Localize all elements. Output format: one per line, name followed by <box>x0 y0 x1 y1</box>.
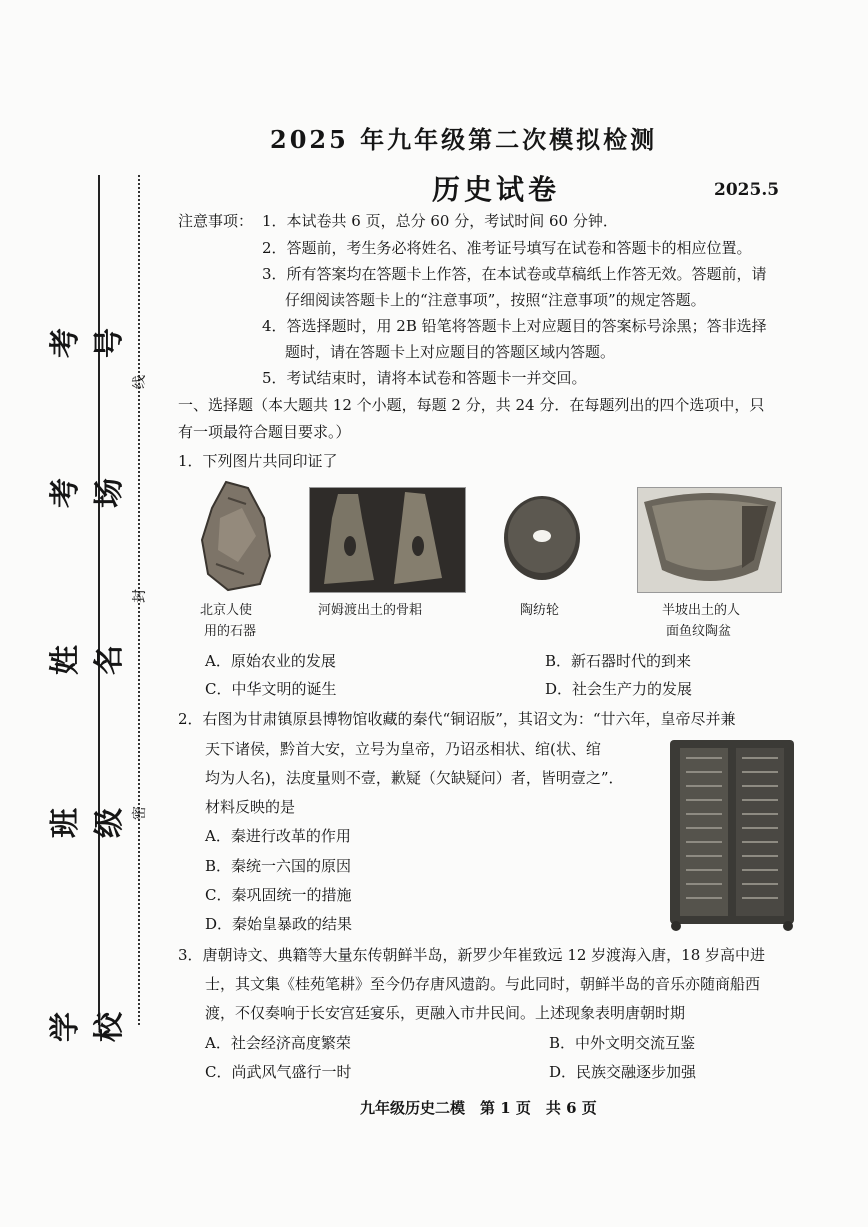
q3-line-1: 3．唐朝诗文、典籍等大量东传朝鲜半岛，新罗少年崔致远 12 岁渡海入唐，18 岁高中进 <box>178 946 766 964</box>
caption-stone-tool-2: 用的石器 <box>204 624 257 639</box>
note-item-2: 2．答题前，考生务必将姓名、准考证号填写在试卷和答题卡的相应位置。 <box>262 239 752 257</box>
q1-option-b[interactable]: B．新石器时代的到来 <box>545 652 692 670</box>
binding-solid-line <box>98 175 100 1025</box>
bronze-edict-plate-image <box>666 738 798 934</box>
spindle-whorl-image <box>502 486 582 586</box>
q1-stem: 1．下列图片共同印证了 <box>178 452 338 470</box>
note-item-3: 3．所有答案均在答题卡上作答，在本试卷或草稿纸上作答无效。答题前，请 <box>262 265 767 283</box>
section-heading: 一、选择题（本大题共 12 个小题，每题 2 分，共 24 分．在每题列出的四个选项中，只 <box>178 396 765 414</box>
seal-word-mi: 密 <box>132 806 148 820</box>
q3-option-a[interactable]: A．社会经济高度繁荣 <box>205 1034 351 1052</box>
note-item-4: 4．答选择题时，用 2B 铅笔将答题卡上对应题目的答案标号涂黑；答非选择 <box>262 317 767 335</box>
stone-tool-image <box>198 478 276 594</box>
q2-option-c[interactable]: C．秦巩固统一的措施 <box>205 886 352 904</box>
caption-bone-spade: 河姆渡出土的骨耜 <box>318 603 423 618</box>
q3-line-2: 士，其文集《桂苑笔耕》至今仍存唐风遗韵。与此同时，朝鲜半岛的音乐亦随商船西 <box>205 975 761 993</box>
q2-line-4: 材料反映的是 <box>205 798 296 816</box>
class-label: 班级 <box>48 806 127 838</box>
note-item-4-cont: 题时，请在答题卡上对应题目的答题区域内答题。 <box>285 343 616 361</box>
seal-word-xian: 线 <box>132 375 148 389</box>
page-footer: 九年级历史二模 第 1 页 共 6 页 <box>360 1099 597 1117</box>
caption-stone-tool-1: 北京人使 <box>200 603 253 618</box>
q2-line-3: 均为人名)，法度量则不壹，歉疑（欠缺疑问）者，皆明壹之”． <box>205 769 624 787</box>
caption-spindle-whorl: 陶纺轮 <box>520 603 560 618</box>
q2-option-a[interactable]: A．秦进行改革的作用 <box>205 827 351 845</box>
fish-face-basin-image <box>637 487 782 593</box>
school-label: 学校 <box>48 1010 127 1042</box>
q1-option-d[interactable]: D．社会生产力的发展 <box>545 680 693 698</box>
q3-line-3: 渡，不仅奏响于长安宫廷宴乐，更融入市井民间。上述现象表明唐朝时期 <box>205 1004 686 1022</box>
exam-room-label: 考场 <box>48 476 127 508</box>
exam-subtitle: 历史试卷 <box>432 173 561 206</box>
exam-number-label: 考号 <box>48 326 127 358</box>
q3-option-b[interactable]: B．中外文明交流互鉴 <box>549 1034 696 1052</box>
caption-basin-2: 面鱼纹陶盆 <box>666 624 732 639</box>
exam-date: 2025.5 <box>714 180 780 200</box>
q1-option-c[interactable]: C．中华文明的诞生 <box>205 680 337 698</box>
q3-option-c[interactable]: C．尚武风气盛行一时 <box>205 1063 352 1081</box>
q1-option-a[interactable]: A．原始农业的发展 <box>205 652 336 670</box>
exam-title: 2025 年九年级第二次模拟检测 <box>270 125 658 154</box>
q2-line-1: 2．右图为甘肃镇原县博物馆收藏的秦代“铜诏版”，其诏文为：“廿六年，皇帝尽并兼 <box>178 710 736 728</box>
note-item-5: 5．考试结束时，请将本试卷和答题卡一并交回。 <box>262 369 587 387</box>
q2-option-d[interactable]: D．秦始皇暴政的结果 <box>205 915 353 933</box>
caption-basin-1: 半坡出土的人 <box>662 603 741 618</box>
name-label: 姓名 <box>48 643 127 675</box>
note-item-3-cont: 仔细阅读答题卡上的“注意事项”，按照“注意事项”的规定答题。 <box>285 291 706 309</box>
q2-option-b[interactable]: B．秦统一六国的原因 <box>205 857 352 875</box>
note-item-1: 1．本试卷共 6 页，总分 60 分，考试时间 60 分钟． <box>262 212 618 230</box>
notes-label: 注意事项： <box>178 212 254 230</box>
seal-word-feng: 封 <box>132 589 148 603</box>
q3-option-d[interactable]: D．民族交融逐步加强 <box>549 1063 697 1081</box>
bone-spade-image <box>309 487 466 593</box>
q2-line-2: 天下诸侯，黔首大安，立号为皇帝，乃诏丞相状、绾(状、绾 <box>205 740 601 758</box>
section-heading-cont: 有一项最符合题目要求。） <box>178 423 351 441</box>
